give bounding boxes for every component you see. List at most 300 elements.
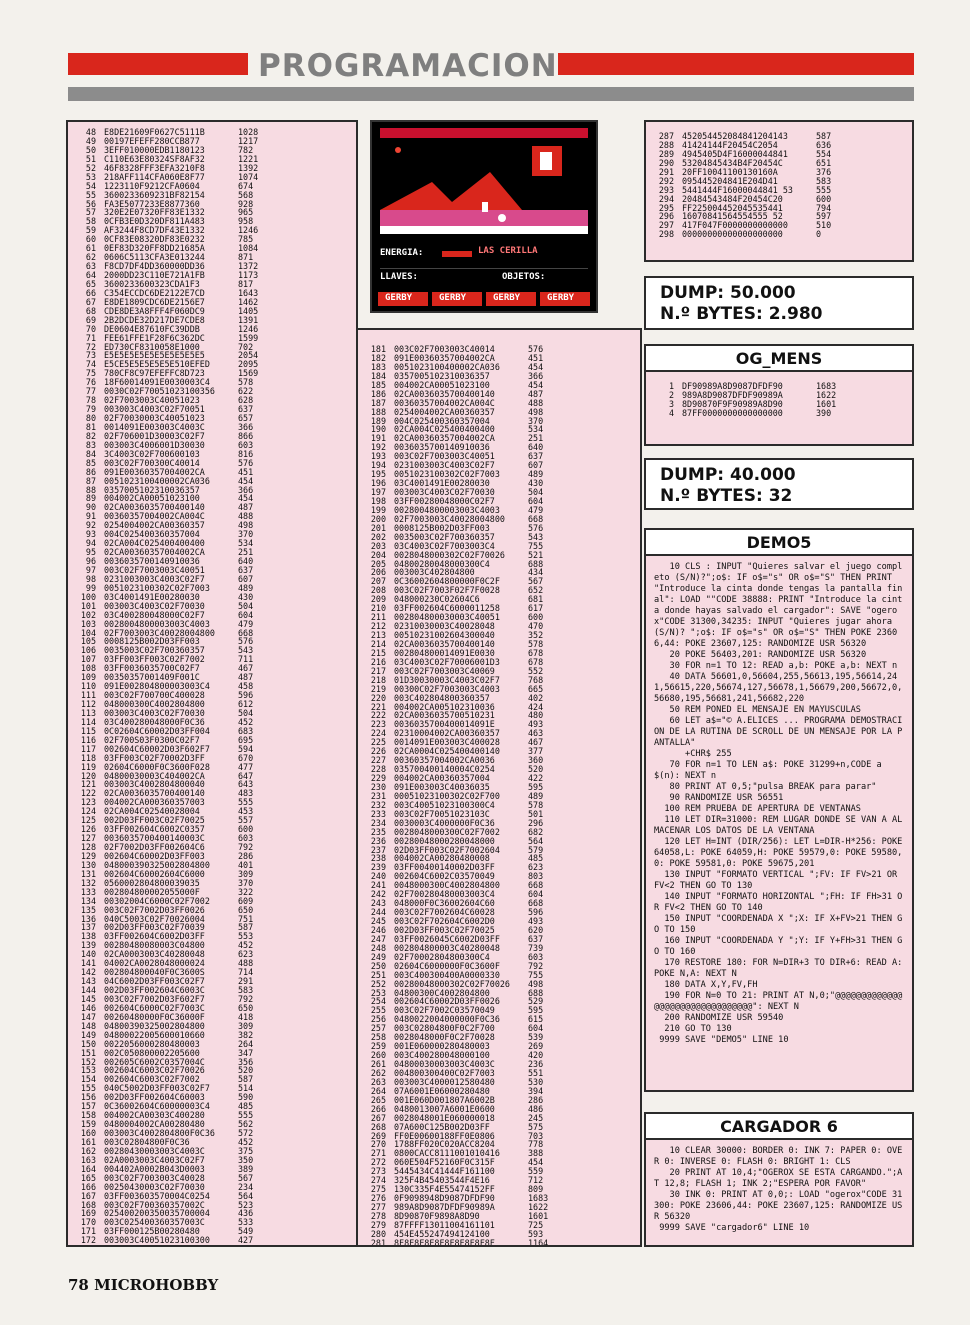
checksum: 479 [238,618,254,629]
hex-data: 452054452084841204143 [682,131,788,141]
line-number: 79 [85,404,96,415]
hex-data: 8D90870F9F90989A8D90 [682,398,783,409]
hex-data: 18F60014091E0030003C4 [104,377,210,388]
line-number: 106 [80,645,96,656]
checksum: 554 [816,148,832,159]
checksum: 452 [238,716,254,727]
line-number: 246 [370,924,386,935]
checksum: 489 [238,582,254,593]
checksum: 612 [238,699,254,709]
hex-data: F8CD7DF4DD360000DD36 [104,261,205,272]
line-number: 168 [80,1199,96,1210]
hex-data: 002605C6002C0357004C [104,1056,205,1067]
line-number: 104 [80,627,96,638]
checksum: 453 [238,806,254,817]
line-number: 197 [370,487,386,497]
checksum: 360 [528,755,544,766]
hex-data: 091E00360357004002CA [104,466,205,477]
line-number: 216 [370,656,386,667]
checksum: 817 [238,278,254,289]
line-number: 88 [85,484,96,495]
hex-data: 02F7003003C40051023 [104,395,200,406]
demo5-code: 10 CLS : INPUT "Quieres salvar el juego completo (S/N)?";o$: IF o$="s" OR o$="S" THEN PRINT "Introduce la cinta donde tengas la pantalla final": LOAD ""CODE 38888: PRINT "Introduce la cinta donde hayas salvado el cargador": SAVE "ogerox"CODE 31300,34235: INPUT "Quieres jugar ahora (S/N)? ";o$: IF o$="s" OR o$="S" THEN POKE 23606,44: POKE 23607,125: RANDOMIZE USR 56320 20 POKE 56403,201: RANDOMIZE USR 56320 30 FOR n=1 TO 12: READ a,b: POKE a,b: NEXT n 40 DATA 56601,0,56604,255,56613,195,56614,241,56615,220,56674,127,56678,1,56679,200,56672,0,56680,195,56681,241,56682,220 50 REM PONED EL MENSAJE EN MAYUSCULAS 60 LET a$="© A.ELICES ... PROGRAMA DEMOSTRACION DE LA RUTINA DE SCROLL DE UN MENSAJE POR LA PANTALLA" +CHR$ 255 70 FOR n=1 TO LEN a$: POKE 31299+n,CODE a$(n): NEXT n 80 PRINT AT 0,5;"pulsa BREAK para parar" 90 RANDOMIZE USR 56551 100 REM PRUEBA DE APERTURA DE VENTANAS 110 LET DIR=31000: REM LUGAR DONDE SE VAN A ALMACENAR LOS DATOS DE LA VENTANA 120 LET H=INT (DIR/256): LET L=DIR-H*256: POKE 64058,L: POKE 64059,H: POKE 59579,0: POKE 59580,0: POKE 59581,0: POKE 59675,201 130 INPUT "FORMATO VERTICAL ";FV: IF FV>21 OR FV<2 THEN GO TO 130 140 INPUT "FORMATO HORIZONTAL ";FH: IF FH>31 OR FV<2 THEN GO TO 140 150 INPUT "COORDENADA X ";X: IF X+FV>21 THEN GO TO 150 160 INPUT "COORDENADA Y ";Y: IF Y+FH>31 THEN GO TO 160 170 RESTORE 180: FOR N=DIR+3 TO DIR+6: READ A: POKE N,A: NEXT N 180 DATA X,Y,FV,FH 190 FOR N=0 TO 21: PRINT AT N,0;"@@@@@@@@@@@@@@@@@@@@@@@@@@@@@@@@": NEXT N 200 RANDOMIZE USR 59540 210 GO TO 130 9999 SAVE "DEMO5" LINE 10 [654,562,903,1045]
hex-data: 00197EFEFF280CCB877 [104,135,200,146]
line-number: 82 [85,430,96,441]
checksum: 564 [238,1190,254,1201]
hex-data: 0014091E003003C400028 [394,737,500,748]
line-number: 185 [370,379,386,390]
line-number: 49 [85,135,96,146]
hex-data: 00360357004002CA004C [394,397,495,408]
line-number: 239 [370,862,386,873]
line-number: 116 [80,734,96,745]
checksum: 418 [238,1011,254,1022]
line-number: 160 [80,1128,96,1138]
line-number: 199 [370,504,386,515]
line-number: 103 [80,618,96,629]
checksum: 643 [238,779,254,790]
line-number: 278 [370,1210,386,1221]
checksum: 702 [238,341,254,352]
hex-data: 02F7003003C40028004800 [104,627,215,638]
checksum: 454 [238,493,254,504]
hex-data: 004402A0002B043D0003 [104,1163,205,1174]
line-number: 136 [80,913,96,924]
line-number: 205 [370,558,386,569]
checksum: 520 [238,1065,254,1076]
line-number: 142 [80,967,96,978]
header-band-red-left [68,53,248,75]
hex-data: 002804800040F0C3600S [104,967,205,978]
hex-data: 004002CA00280480008 [394,853,490,864]
checksum: 2054 [238,350,259,361]
checksum: 670 [238,752,254,763]
hex-data: 07A6001E06000280480 [394,1085,490,1096]
checksum: 458 [238,681,254,692]
hex-data: 0035003C02F700360357 [104,645,205,656]
hex-data: 00300C02F7003003C4003 [394,683,500,694]
line-number: 293 [658,184,674,195]
hex-data: 003C02F702604C6002D0 [394,916,495,926]
hex-data: E5CE5E5E5E5E5E510EFED [104,359,210,370]
hex-data: 002604C60002D03F602F7 [104,743,210,754]
line-number: 86 [85,466,96,477]
checksum: 651 [816,157,832,168]
checksum: 370 [238,877,254,888]
checksum: 477 [238,761,254,772]
line-number: 100 [80,591,96,602]
hex-data: 004002CA00303C400280 [104,1110,205,1121]
line-number: 291 [658,166,674,177]
line-number: 281 [370,1237,386,1247]
line-number: 251 [370,969,386,980]
line-number: 2 [668,389,674,400]
dump-box-2 [644,458,914,510]
hex-data: 003003C4002804800040 [104,779,205,790]
checksum: 1683 [528,1193,549,1204]
hex-data: 04800300C4002804800 [394,987,490,998]
hex-data: 003003C4000012580480 [394,1076,495,1087]
checksum: 559 [528,1166,544,1177]
hex-data: 02CA004C02540028004 [104,806,200,817]
line-number: 206 [370,567,386,578]
hex-data: 002804800002055000F [104,886,200,897]
hex-data: 0C36002604C60000003C4 [104,1101,210,1112]
hex-data: 00280048000302C02F70026 [394,978,510,989]
line-number: 287 [658,131,674,141]
hex-data: 2B2DCDE32D217DE7CDE8 [104,314,205,325]
hex-data: 002D03FF002604C60003 [104,1092,205,1103]
line-number: 260 [370,1050,386,1061]
line-number: 201 [370,522,386,533]
hex-data: 8F8F8F8F8F8F8F8F8F8F [394,1237,495,1247]
checksum: 376 [816,166,832,177]
checksum: 1643 [238,287,259,298]
checksum: 370 [528,415,544,426]
line-number: 76 [85,377,96,388]
checksum: 434 [528,567,544,578]
checksum: 576 [238,636,254,647]
line-number: 259 [370,1041,386,1052]
checksum: 375 [238,1145,254,1156]
hex-listing-middle [358,330,640,1247]
hex-data: 060E504F52160F0C315F [394,1157,495,1168]
hex-data: 3600233609231BF82154 [104,189,205,200]
hex-data: 003003C4003C02F70051 [104,404,205,415]
line-number: 250 [370,960,386,971]
checksum: 583 [238,985,254,995]
hex-data: 0051023100302C02F7003 [104,582,210,593]
line-number: 263 [370,1076,386,1087]
checksum: 1084 [238,243,259,254]
checksum: 617 [528,603,544,614]
line-number: 235 [370,826,386,837]
hex-data: 035700400140004C0254 [394,764,495,775]
checksum: 530 [528,1076,544,1087]
line-number: 165 [80,1172,96,1183]
line-number: 156 [80,1092,96,1103]
checksum: 309 [238,1020,254,1031]
line-number: 92 [85,520,96,531]
line-number: 231 [370,790,386,801]
line-number: 97 [85,564,96,575]
line-number: 257 [370,1023,386,1034]
checksum: 322 [238,886,254,897]
checksum: 595 [528,1005,544,1016]
line-number: 141 [80,958,96,969]
line-number: 101 [80,600,96,611]
checksum: 454 [528,361,544,372]
keys-label: LLAVES: [380,272,418,282]
line-number: 164 [80,1163,96,1174]
line-number: 157 [80,1101,96,1112]
checksum: 534 [528,424,544,435]
hex-data: DF90989A8D9087DFDF90 [682,381,783,391]
hex-data: 02D03FF003C02F7002604 [394,844,500,855]
checksum: 778 [528,1139,544,1150]
hex-data: 0231003003C4003C02F7 [104,573,205,584]
line-number: 126 [80,824,96,835]
line-number: 124 [80,806,96,817]
energy-label: ENERGIA: [380,248,424,258]
og-mens-title: OG_MENS [644,344,914,372]
hex-data: 004002CA005102310036 [394,701,495,712]
hex-data: 02CA004C025400400400 [394,424,495,435]
checksum: 816 [238,448,254,459]
hex-data: E5E5E5E5E5E5E5E5E5E5 [104,350,205,361]
checksum: 394 [528,1085,544,1096]
hex-data: 00000000000000000000 [682,229,783,240]
checksum: 595 [528,781,544,792]
hex-data: 003C02804800F0C36 [104,1136,190,1147]
line-number: 192 [370,442,386,453]
line-number: 204 [370,549,386,560]
line-number: 65 [85,278,96,289]
hex-data: 002604C60002604C6000 [104,868,205,879]
hex-data: 003003C4003C02F70030 [104,707,205,718]
hex-data: 04800022005600010660 [104,1029,205,1040]
line-number: 149 [80,1029,96,1040]
checksum: 555 [238,1110,254,1121]
line-number: 212 [370,621,386,632]
hex-data: 003C02F70051023103C [394,808,490,819]
checksum: 485 [528,853,544,864]
dump-line-1: DUMP: 50.000 [660,283,796,303]
checksum: 668 [528,898,544,909]
checksum: 480 [528,710,544,721]
line-number: 211 [370,612,386,623]
hex-data: 0014091E003003C4003C [104,421,205,432]
checksum: 521 [528,549,544,560]
line-number: 68 [85,305,96,316]
checksum: 487 [528,388,544,399]
line-number: 226 [370,746,386,757]
line-number: 289 [658,148,674,159]
hex-data: 003003C4002804800F0C36 [104,1128,215,1138]
line-number: 71 [85,332,96,343]
line-number: 139 [80,940,96,951]
line-number: 118 [80,752,96,763]
line-number: 66 [85,287,96,298]
hex-data: 320E2E07320FF83E1332 [104,207,205,218]
checksum: 234 [238,1181,254,1192]
listing-row [68,1245,356,1247]
hex-data: 03C400280048000F0C36 [104,716,205,727]
line-number: 244 [370,907,386,918]
objects-label: OBJETOS: [502,272,546,282]
hex-data: 048000230C02604C6 [394,594,480,605]
line-number: 147 [80,1011,96,1022]
hex-data: 0028048000300C02F7002 [394,826,500,837]
line-number: 190 [370,424,386,435]
floor-line [380,226,588,234]
line-number: 84 [85,448,96,459]
slot-label-2: GERBY [439,293,467,303]
line-number: 89 [85,493,96,504]
checksum: 389 [238,1163,254,1174]
checksum: 725 [528,1219,544,1230]
line-number: 73 [85,350,96,361]
hex-data: 0EF83D320FF8DD21685A [104,243,205,254]
hex-data: 02F70002804800300C4 [394,951,490,962]
checksum: 600 [238,824,254,835]
hex-data: 8D90870F9898A8D90 [394,1210,480,1221]
checksum: 366 [238,421,254,432]
checksum: 579 [528,844,544,855]
energy-bar [442,251,472,257]
hex-data: 03C4003C02F70006001D3 [394,656,500,667]
checksum: 1622 [528,1202,549,1212]
line-number: 247 [370,933,386,944]
checksum: 650 [238,1002,254,1013]
line-number: 119 [80,761,96,772]
checksum: 1164 [528,1237,549,1247]
line-number: 3 [668,398,674,409]
cargador6-code: 10 CLEAR 30000: BORDER 0: INK 7: PAPER 0: OVER 0: INVERSE 0: FLASH 0: BRIGHT 1: CLS 20 PRINT AT 10,4;"OGEROX SE ESTA CARGANDO.";AT 12,8; FLASH 1; INK 2;"ESPERA POR FAVOR" 30 INK 0: PRINT AT 0,0;: LOAD "ogerox"CODE 31300: POKE 23606,44: POKE 23607,125: RANDOMIZE USR 56320 9999 SAVE "cargador6" LINE 10 [654,1146,903,1233]
checksum: 668 [528,513,544,524]
hex-data: 0030003C4000000F0C36 [394,817,495,828]
checksum: 350 [238,1154,254,1165]
line-number: 279 [370,1219,386,1230]
hex-data: 04800390325002804800 [104,1020,205,1031]
line-number: 288 [658,139,674,150]
hex-data: 20FF10041100130160A [682,166,778,177]
hex-data: 003C400300400A0000330 [394,969,500,980]
hex-data: 0357005102310036357 [104,484,200,495]
checksum: 236 [528,1059,544,1069]
hex-data: 02CA0036035700400140 [104,788,205,799]
line-number: 215 [370,647,386,658]
dump-line-2: DUMP: 40.000 [660,465,796,485]
checksum: 436 [238,1208,254,1219]
checksum: 587 [238,922,254,933]
checksum: 604 [528,495,544,506]
checksum: 1622 [816,389,837,400]
checksum: 1173 [238,270,259,280]
line-number [68,1245,104,1247]
checksum: 488 [238,958,254,969]
line-number: 230 [370,781,386,792]
checksum: 683 [238,725,254,736]
line-number: 297 [658,220,674,231]
hex-data: 0036035700140910036 [104,556,200,566]
checksum: 623 [238,949,254,960]
hex-data: 002804800003C40280048 [394,942,500,953]
listing-row [358,1239,640,1247]
checksum: 467 [238,663,254,674]
hex-data: 0231003003C4003C02F7 [394,460,495,471]
hex-data: 0606C5113CFA3E013244 [104,252,205,263]
checksum: 430 [528,478,544,489]
line-number: 121 [80,779,96,790]
top-ledge [380,128,588,138]
hex-data: FA3E5077233E8877360 [104,198,200,209]
hex-data: 325F4B45403544F4E16 [394,1175,490,1186]
hex-data: 16070841564554555 52 [682,211,783,222]
hex-data: 00051023100302C02F700 [394,790,500,801]
checksum: 498 [528,978,544,989]
checksum: 652 [528,585,544,596]
hex-data: 454E455247494124100 [394,1228,490,1239]
checksum: 264 [238,1038,254,1049]
checksum: 604 [238,609,254,620]
line-number: 75 [85,368,96,379]
checksum: 501 [528,808,544,819]
hex-data: 0357005102310036357 [394,370,490,381]
hex-data: C354ECCDC6DE2122E7CD [104,287,205,298]
section-title: PROGRAMACION [258,48,558,84]
hex-data: 02F7002D03FF002604C6 [104,842,205,852]
line-number: 134 [80,895,96,906]
line-number: 219 [370,683,386,694]
line-number: 237 [370,844,386,855]
hex-data: 004002CA00051023100 [394,379,490,390]
hex-data: 3EFF010000EDB1180123 [104,144,205,155]
hex-data: 004002CA00051023100 [104,493,200,504]
hex-data: 02A0003003C4003C02F7 [104,1154,205,1165]
hex-data: 87FF0000000000000000 [682,407,783,418]
hex-data: 02F7003003C40028004800 [394,513,505,524]
line-number: 163 [80,1154,96,1165]
checksum: 454 [238,475,254,486]
hex-data: 040C5003C02F70026004 [104,913,205,924]
slot-label-3: GERBY [493,293,521,303]
hex-data: 02CA00360357004002CA [394,433,495,444]
checksum: 286 [238,850,254,861]
hex-data: 03FF00400140002D03FF [394,862,495,873]
checksum: 567 [238,1172,254,1183]
hex-data: 0036035700400014091E [394,719,495,730]
line-number: 210 [370,603,386,614]
hex-data: 0028048000F0C2F70028 [394,1032,495,1043]
hex-data: 03FF002604C6000011258 [394,603,500,614]
checksum: 866 [238,430,254,441]
hex-data: 003C402804800360357 [394,692,490,703]
hex-data: 989A8D9087DFDF90989A [394,1202,495,1212]
checksum: 712 [528,1175,544,1186]
line-number: 292 [658,175,674,186]
line-number: 183 [370,361,386,372]
checksum: 1074 [238,171,259,182]
hex-data: 00360357004002CA0036 [394,755,495,766]
line-number: 120 [80,770,96,781]
hex-data: ED730CF8310058E1000 [104,341,200,352]
hex-data: 02CA0036035700510231 [394,710,495,721]
line-number: 91 [85,511,96,522]
checksum: 1569 [238,368,259,379]
checksum: 543 [528,531,544,542]
checksum: 553 [238,931,254,942]
hex-data: 0028004800003003C4003 [104,618,210,629]
checksum: 479 [528,504,544,515]
hex-data: 004C025400360357004 [394,415,490,426]
hex-data: 03FF0036035700C02F7 [104,663,200,674]
hex-data: 002D03FF003C02F70025 [394,924,495,935]
line-number: 220 [370,692,386,703]
checksum: 965 [238,207,254,218]
checksum: 1601 [816,398,837,409]
checksum: 420 [528,1050,544,1061]
hex-data: 003C40051023100300C4 [394,799,495,810]
line-number: 128 [80,842,96,852]
checksum: 1246 [238,225,259,236]
checksum: 958 [238,216,254,227]
hex-data: 0048000300C4002804800 [394,880,500,891]
checksum: 452 [238,940,254,951]
hex-data: 4945405D4F16000044841 [682,148,788,159]
checksum: 600 [816,193,832,204]
line-number: 93 [85,529,96,540]
